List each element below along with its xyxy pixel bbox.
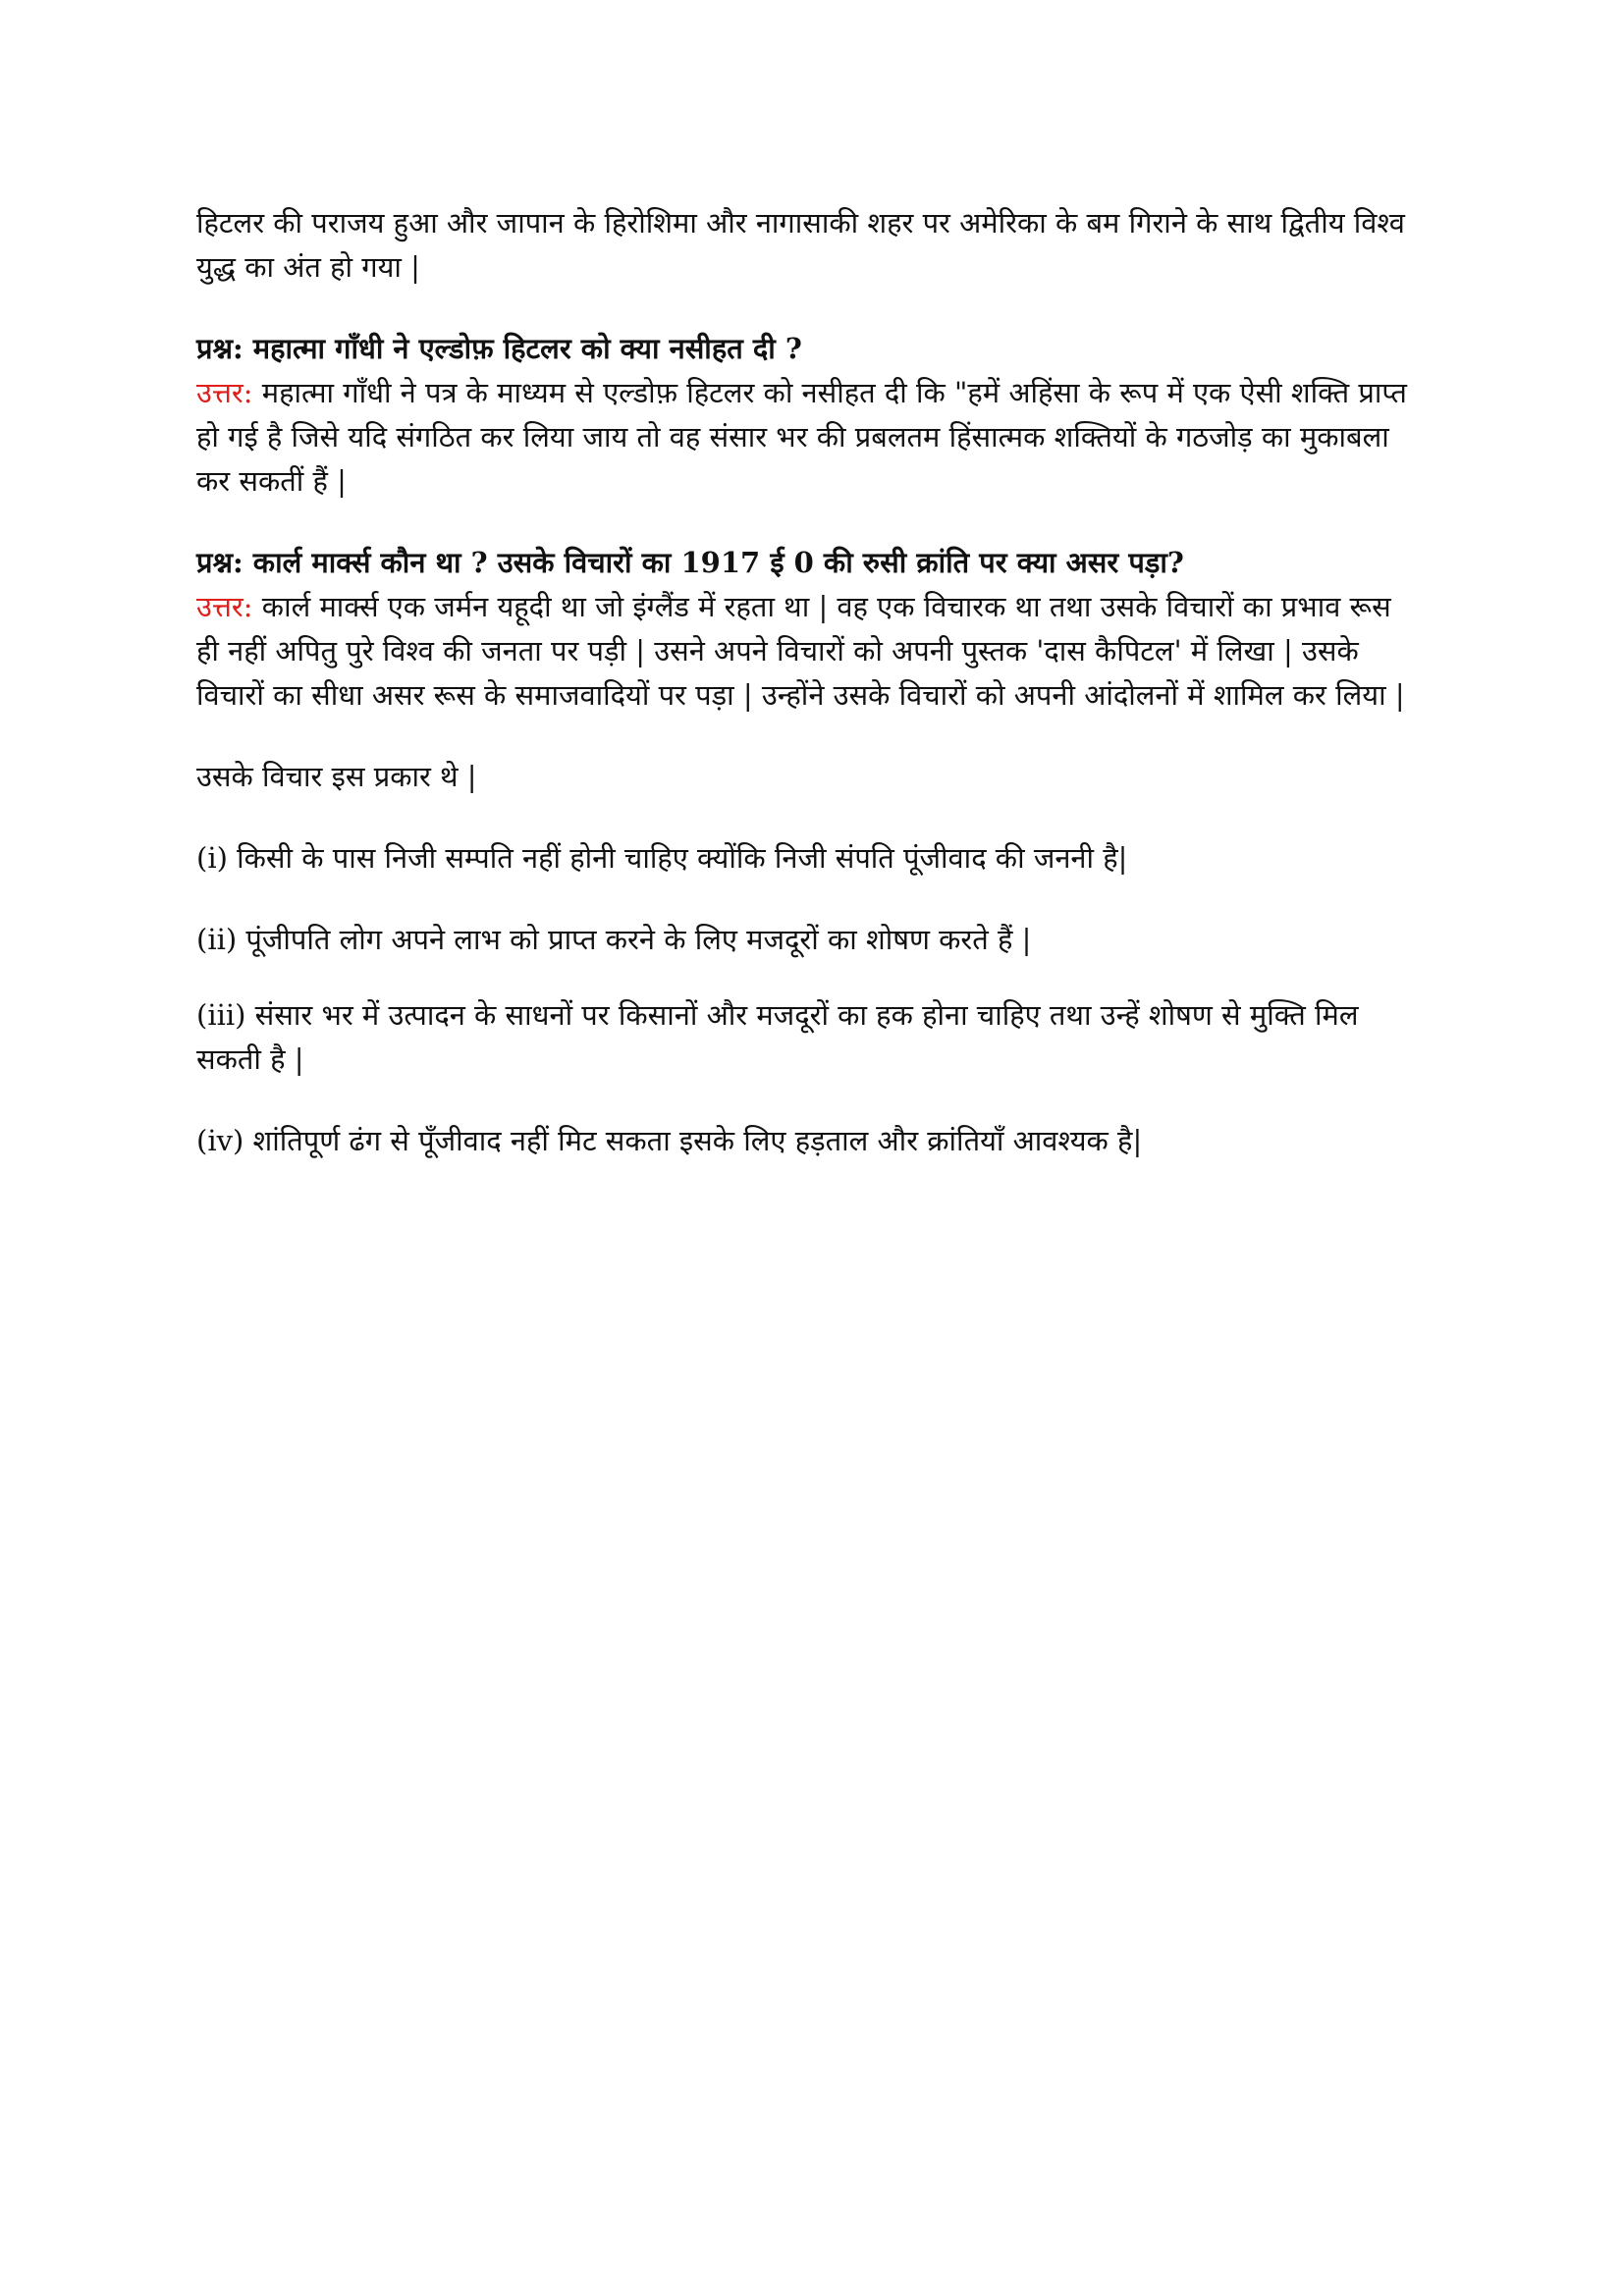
ideas-intro: उसके विचार इस प्रकार थे | (196, 760, 477, 793)
idea-item-3: (iii) संसार भर में उत्पादन के साधनों पर किसानों और मजदूरों का हक होना चाहिए तथा उन्हें शोषण से मुक्ति मिल सकती है | (196, 998, 1359, 1076)
intro-paragraph: हिटलर की पराजय हुआ और जापान के हिरोशिमा और नागासाकी शहर पर अमेरिका के बम गिराने के साथ द्वितीय विश्व युद्ध का अंत हो गया | (196, 206, 1405, 284)
idea-item-1: (i) किसी के पास निजी सम्पति नहीं होनी चाहिए क्योंकि निजी संपति पूंजीवाद की जननी है| (196, 841, 1128, 875)
document-page (196, 201, 1419, 1201)
answer-label-1: उत्तर: (196, 376, 253, 409)
answer-1 (196, 371, 1419, 504)
question-2: प्रश्न: कार्ल मार्क्स कौन था ? उसके विचारों का 1917 ई 0 की रुसी क्रांति पर क्या असर पड़ा? (196, 546, 1184, 579)
answer-text-2: कार्ल मार्क्स एक जर्मन यहूदी था जो इंग्लैंड में रहता था | वह एक विचारक था तथा उसके विचारों का प्रभाव रूस ही नहीं अपितु पुरे विश्व की जनता पर पड़ी | उसने अपने विचारों को अपनी पुस्तक 'दास कैपिटल' में लिखा | उसके विचारों का सीधा असर रूस के समाजवादियों पर पड़ा | उन्होंने उसके विचारों को अपनी आंदोलनों में शामिल कर लिया | (196, 590, 1405, 712)
idea-item-4: (iv) शांतिपूर्ण ढंग से पूँजीवाद नहीं मिट सकता इसके लिए हड़ताल और क्रांतियाँ आवश्यक है| (196, 1124, 1143, 1157)
answer-2 (196, 585, 1419, 718)
answer-text-1: महात्मा गाँधी ने पत्र के माध्यम से एल्डोफ़ हिटलर को नसीहत दी कि "हमें अहिंसा के रूप में एक ऐसी शक्ति प्राप्त हो गई है जिसे यदि संगठित कर लिया जाय तो वह संसार भर की प्रबलतम हिंसात्मक शक्तियों के गठजोड़ का मुकाबला कर सकतीं हैं | (196, 376, 1407, 498)
idea-item-2: (ii) पूंजीपति लोग अपने लाभ को प्राप्त करने के लिए मजदूरों का शोषण करते हैं | (196, 923, 1032, 956)
question-1: प्रश्न: महात्मा गाँधी ने एल्डोफ़ हिटलर को क्या नसीहत दी ? (196, 332, 802, 365)
answer-label-2: उत्तर: (196, 590, 253, 623)
